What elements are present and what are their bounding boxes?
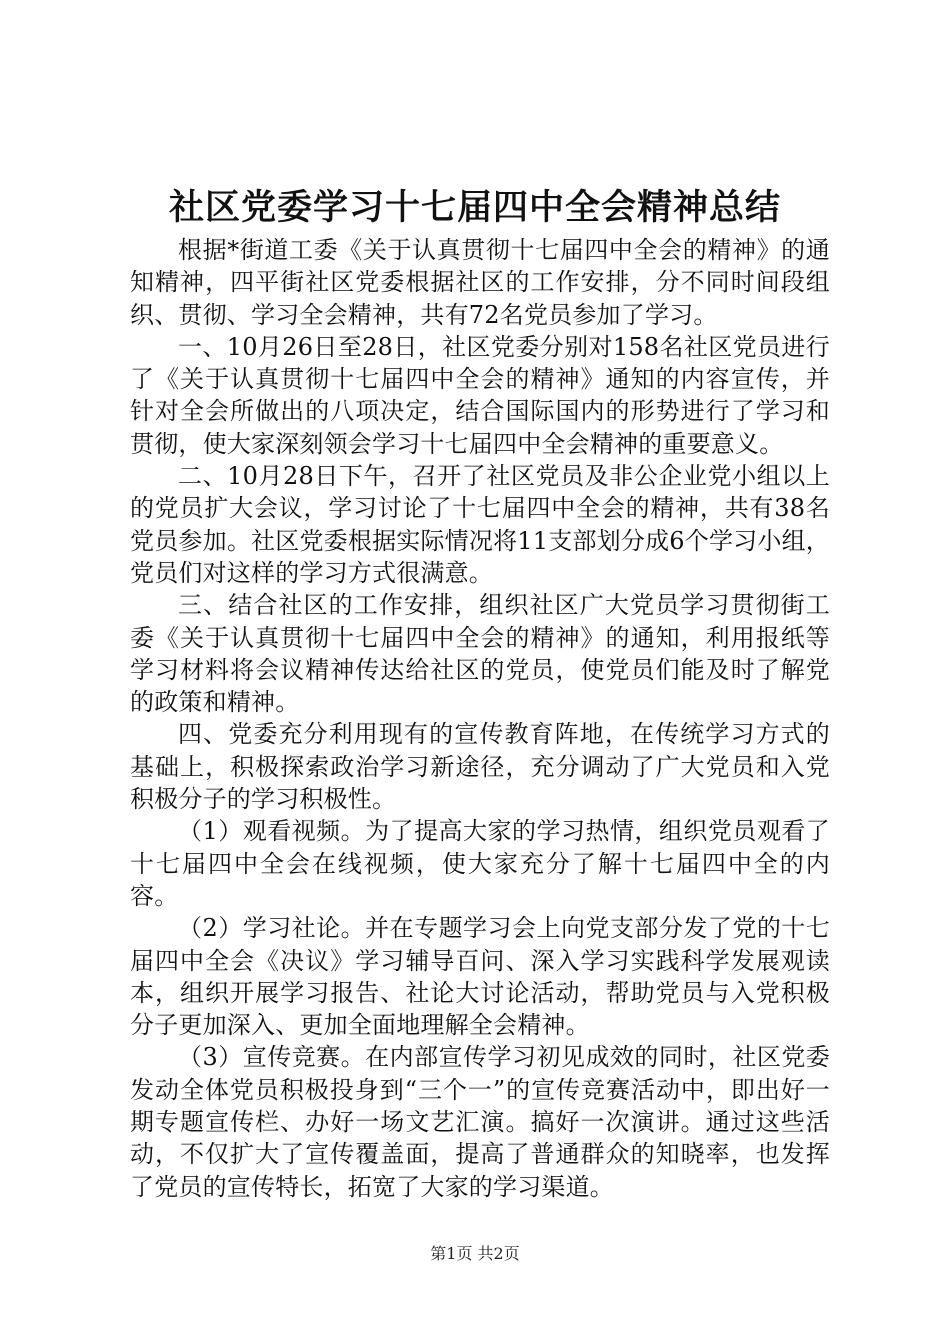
paragraph-section-1: 一、10月26日至28日，社区党委分别对158名社区党员进行了《关于认真贯彻十七届四中全会的精神》通知的内容宣传，并针对全会所做出的八项决定，结合国际国内的形势进行了学习和贯彻，使大家深刻领会学习十七届四中全会精神的重要意义。 (130, 332, 830, 458)
document-title: 社区党委学习十七届四中全会精神总结 (168, 187, 781, 228)
paragraph-item-1: （1）观看视频。为了提高大家的学习热情，组织党员观看了十七届四中全会在线视频，使大家充分了解十七届四中全的内容。 (130, 817, 830, 910)
page-number-footer: 第1页 共2页 (430, 1244, 520, 1263)
paragraph-item-2: （2）学习社论。并在专题学习会上向党支部分发了党的十七届四中全会《决议》学习辅导百问、深入学习实践科学发展观读本，组织开展学习报告、社论大讨论活动，帮助党员与入党积极分子更加深入、更加全面地理解全会精神。 (130, 914, 830, 1040)
document-body (130, 234, 830, 1203)
paragraph-section-2: 二、10月28日下午，召开了社区党员及非公企业党小组以上的党员扩大会议，学习讨论了十七届四中全会的精神，共有38名党员参加。社区党委根据实际情况将11支部划分成6个学习小组，党员们对这样的学习方式很满意。 (130, 462, 830, 587)
paragraph-section-4: 四、党委充分利用现有的宣传教育阵地，在传统学习方式的基础上，积极探索政治学习新途径，充分调动了广大党员和入党积极分子的学习积极性。 (130, 720, 830, 814)
paragraph-item-3: （3）宣传竞赛。在内部宣传学习初见成效的同时，社区党委发动全体党员积极投身到“三个一”的宣传竞赛活动中，即出好一期专题宣传栏、办好一场文艺汇演。搞好一次演讲。通过这些活动，不仅扩大了宣传覆盖面，提高了普通群众的知晓率，也发挥了党员的宣传特长，拓宽了大家的学习渠道。 (130, 1043, 830, 1201)
paragraph-intro: 根据*街道工委《关于认真贯彻十七届四中全会的精神》的通知精神，四平街社区党委根据社区的工作安排，分不同时间段组织、贯彻、学习全会精神，共有72名党员参加了学习。 (130, 236, 830, 329)
paragraph-section-3: 三、结合社区的工作安排，组织社区广大党员学习贯彻街工委《关于认真贯彻十七届四中全会的精神》的通知，利用报纸等学习材料将会议精神传达给社区的党员，使党员们能及时了解党的政策和精神。 (130, 591, 830, 717)
